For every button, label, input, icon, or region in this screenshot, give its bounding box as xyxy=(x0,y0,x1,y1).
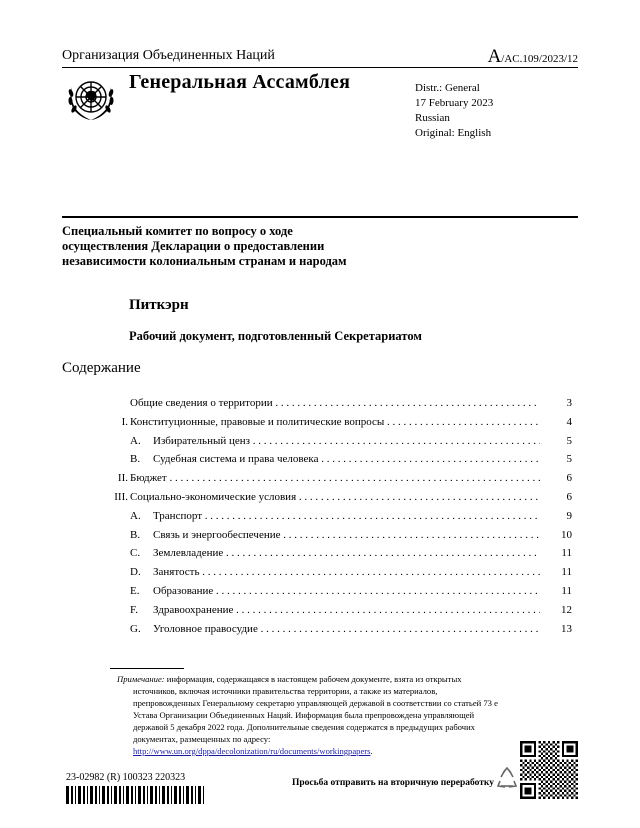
toc-subsection-letter: A. xyxy=(130,434,141,447)
toc-entry-label[interactable]: Здравоохранение . . . xyxy=(153,604,540,616)
un-emblem-icon xyxy=(66,73,116,123)
footnote-rule xyxy=(110,668,184,669)
qr-code-icon xyxy=(520,741,578,799)
toc-page-number: 5 xyxy=(566,453,572,466)
committee-rule xyxy=(62,216,578,218)
symbol-prefix: A xyxy=(487,46,502,67)
toc-entry-label[interactable]: Конституционные, правовые и политические вопросы . . . xyxy=(130,416,540,428)
footnote-lead: Примечание: xyxy=(117,674,165,684)
toc-entry-label[interactable]: Уголовное правосудие . . . xyxy=(153,623,540,635)
distribution-block xyxy=(415,81,493,141)
toc-subsection-letter: B. xyxy=(130,528,141,541)
toc-entry-label[interactable]: Избирательный ценз . . . xyxy=(153,435,540,447)
toc-page-number: 11 xyxy=(561,566,572,579)
committee-name: Специальный комитет по вопросу о ходе осуществления Декларации о предоставлении независимости колониальным странам и народам xyxy=(62,224,347,268)
issue-date: 17 February 2023 xyxy=(415,97,494,109)
original-language: Original: English xyxy=(415,127,492,139)
footnote-text: информация, содержащаяся в настоящем рабочем документе, взята из открытых xyxy=(164,674,462,684)
toc-entry-label[interactable]: Образование . . . xyxy=(153,585,540,597)
toc-page-number: 3 xyxy=(566,397,572,409)
document-title: Питкэрн xyxy=(129,297,189,313)
toc-page-number: 11 xyxy=(561,547,572,560)
toc-subsection-letter: C. xyxy=(130,547,141,560)
toc-row xyxy=(62,529,578,548)
toc-number: II. xyxy=(117,472,128,485)
toc-page-number: 9 xyxy=(566,509,572,522)
toc-entry-label[interactable]: Землевладение . . . xyxy=(153,547,540,559)
footnote-continuation xyxy=(117,685,502,757)
recycle-notice: Просьба отправить на вторичную переработку xyxy=(292,778,494,788)
toc-page-number: 4 xyxy=(566,415,572,428)
distribution: Distr.: General xyxy=(415,82,480,94)
toc-entry-label[interactable]: Занятость . . . xyxy=(153,566,540,578)
toc-row xyxy=(62,416,578,435)
toc-row xyxy=(62,491,578,510)
organization-name: Организация Объединенных Наций xyxy=(62,48,275,63)
toc-row xyxy=(62,623,578,642)
contents-heading: Содержание xyxy=(62,360,141,376)
toc-row xyxy=(62,547,578,566)
toc-entry-label[interactable]: Социально-экономические условия . . . xyxy=(130,491,540,503)
toc-row xyxy=(62,604,578,623)
toc-entry-label[interactable]: Судебная система и права человека . . . xyxy=(153,453,540,465)
toc-entry-label[interactable]: Связь и энергообеспечение . . . xyxy=(153,529,540,541)
toc-entry-label[interactable]: Бюджет . . . xyxy=(130,472,540,484)
footnote xyxy=(117,673,502,757)
barcode-icon xyxy=(66,786,204,804)
toc-subsection-letter: E. xyxy=(130,584,140,597)
language: Russian xyxy=(415,112,450,124)
toc-number: I. xyxy=(121,415,128,428)
toc-row xyxy=(62,510,578,529)
toc-page-number: 13 xyxy=(561,622,572,635)
toc-row xyxy=(62,453,578,472)
toc-page-number: 11 xyxy=(561,584,572,597)
toc-subsection-letter: D. xyxy=(130,566,141,579)
document-number: 23-02982 (R) 100323 220323 xyxy=(66,772,186,783)
working-papers-link[interactable]: http://www.un.org/dppa/decolonization/ru/documents/workingpapers xyxy=(133,746,371,756)
toc-row xyxy=(62,472,578,491)
toc-row xyxy=(62,585,578,604)
toc-page-number: 5 xyxy=(566,434,572,447)
toc-page-number: 12 xyxy=(561,603,572,616)
toc-page-number: 10 xyxy=(561,528,572,541)
toc-subsection-letter: A. xyxy=(130,509,141,522)
header-rule xyxy=(62,67,578,68)
toc-entry-label[interactable]: Общие сведения о территории . . . xyxy=(130,397,540,409)
toc-subsection-letter: B. xyxy=(130,453,141,466)
symbol-rest: /AC.109/2023/12 xyxy=(501,53,578,65)
toc-row xyxy=(62,435,578,454)
toc-entry-label[interactable]: Транспорт . . . xyxy=(153,510,540,522)
document-symbol xyxy=(488,46,578,68)
toc-number: III. xyxy=(114,490,128,503)
toc-subsection-letter: G. xyxy=(130,622,141,635)
document-subtitle: Рабочий документ, подготовленный Секретариатом xyxy=(129,329,422,343)
toc-page-number: 6 xyxy=(566,490,572,503)
toc-row xyxy=(62,397,578,416)
table-of-contents xyxy=(62,397,578,641)
recycle-icon xyxy=(496,766,518,790)
toc-row xyxy=(62,566,578,585)
footnote-body: источников, включая источники правительства территории, а также из материалов, препровожденных Генеральному секретарю управляющей державой в соответствии со статьей 73 e Устава Организации Объединенных Наций. Информация была препровождена управляющей державой 5 декабря 2022 года. Дополнительные сведения содержатся в предыдущих рабочих документах, размещенных по адресу: xyxy=(133,686,498,744)
toc-page-number: 6 xyxy=(566,472,572,485)
toc-subsection-letter: F. xyxy=(130,603,138,616)
footnote-end: . xyxy=(370,746,373,756)
general-assembly-title: Генеральная Ассамблея xyxy=(129,71,351,93)
